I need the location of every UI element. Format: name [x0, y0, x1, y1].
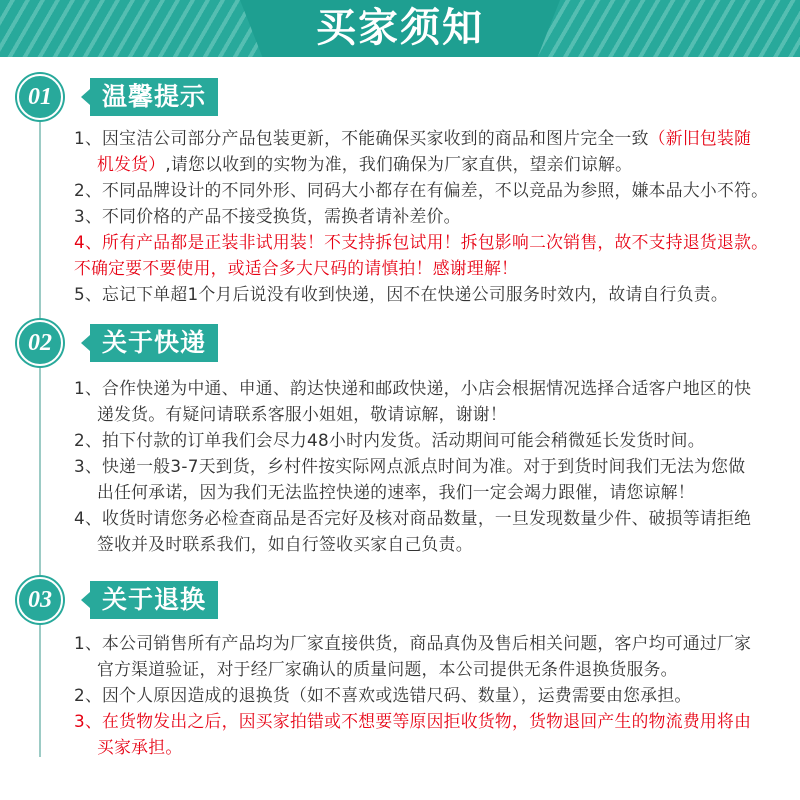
list-line: [74, 453, 784, 479]
item-text: 5、忘记下单超1个月后说没有收到快递，因不在快递公司服务时效内，故请自行负责。: [74, 284, 728, 304]
list-line: [74, 734, 784, 760]
list-line: [74, 229, 784, 255]
section-number-badge: 03: [17, 577, 63, 623]
list-item: [74, 505, 784, 557]
section-shipping-list: [74, 375, 784, 557]
item-text-highlight: 不确定要不要使用，或适合多大尺码的请慎拍！感谢理解！: [74, 258, 519, 278]
list-item: [74, 229, 784, 281]
list-line: [74, 708, 784, 734]
list-item: [74, 281, 784, 307]
item-text: 2、拍下付款的订单我们会尽力48小时内发货。活动期间可能会稍微延长发货时间。: [74, 430, 705, 450]
list-line: [74, 630, 784, 656]
list-line: [74, 656, 784, 682]
list-line: [74, 479, 784, 505]
list-line: [74, 427, 784, 453]
list-item: [74, 375, 784, 427]
item-text: 3、快递一般3-7天到货，乡村件按实际网点派点时间为准。对于到货时间我们无法为您做: [74, 456, 746, 476]
section-title: 关于快递: [90, 324, 218, 362]
list-item: [74, 453, 784, 505]
item-text: 出任何承诺，因为我们无法监控快递的速率，我们一定会竭力跟催，请您谅解！: [97, 482, 695, 502]
list-line: [74, 505, 784, 531]
item-text: 3、不同价格的产品不接受换货，需换者请补差价。: [74, 206, 461, 226]
list-line: [74, 531, 784, 557]
list-line: [74, 255, 784, 281]
list-item: [74, 203, 784, 229]
item-text-highlight: 3、在货物发出之后，因买家拍错或不想要等原因拒收货物，货物退回产生的物流费用将由: [74, 711, 752, 731]
item-text: 2、不同品牌设计的不同外形、同码大小都存在有偏差，不以竞品为参照，嫌本品大小不符。: [74, 180, 769, 200]
list-line: [74, 682, 784, 708]
list-line: [74, 125, 784, 151]
item-text: 官方渠道验证，对于经厂家确认的质量问题，本公司提供无条件退换货服务。: [97, 659, 678, 679]
list-item: [74, 177, 784, 203]
item-text: ,请您以收到的实物为准，我们确保为厂家直供，望亲们谅解。: [165, 154, 633, 174]
section-returns-list: [74, 630, 784, 760]
list-line: [74, 177, 784, 203]
item-text: 签收并及时联系我们，如自行签收买家自己负责。: [97, 534, 473, 554]
item-text-highlight: 机发货）: [97, 154, 166, 174]
list-line: [74, 375, 784, 401]
item-text: 2、因个人原因造成的退换货（如不喜欢或选错尺码、数量），运费需要由您承担。: [74, 685, 692, 705]
section-title: 关于退换: [90, 581, 218, 619]
list-line: [74, 281, 784, 307]
section-number-badge: 01: [17, 74, 63, 120]
section-title: 温馨提示: [90, 78, 218, 116]
item-text: 4、收货时请您务必检查商品是否完好及核对商品数量，一旦发现数量少件、破损等请拒绝: [74, 508, 752, 528]
list-item: [74, 125, 784, 177]
item-text: 1、本公司销售所有产品均为厂家直接供货，商品真伪及售后相关问题，客户均可通过厂家: [74, 633, 752, 653]
item-text: 1、因宝洁公司部分产品包装更新，不能确保买家收到的商品和图片完全一致: [74, 128, 649, 148]
item-text-highlight: 4、所有产品都是正装非试用装！不支持拆包试用！拆包影响二次销售，故不支持退货退款。: [74, 232, 769, 252]
timeline-line: [39, 100, 41, 757]
list-item: [74, 708, 784, 760]
list-line: [74, 151, 784, 177]
page-title: 买家须知: [316, 5, 484, 51]
list-item: [74, 427, 784, 453]
list-line: [74, 203, 784, 229]
item-text-highlight: （新旧包装随: [648, 128, 752, 148]
list-line: [74, 401, 784, 427]
section-number-badge: 02: [17, 320, 63, 366]
item-text: 1、合作快递为中通、申通、韵达快递和邮政快递，小店会根据情况选择合适客户地区的快: [74, 378, 752, 398]
item-text: 递发货。有疑问请联系客服小姐姐，敬请谅解，谢谢！: [97, 404, 507, 424]
section-tips-list: [74, 125, 784, 307]
list-item: [74, 682, 784, 708]
item-text-highlight: 买家承担。: [97, 737, 183, 757]
list-item: [74, 630, 784, 682]
